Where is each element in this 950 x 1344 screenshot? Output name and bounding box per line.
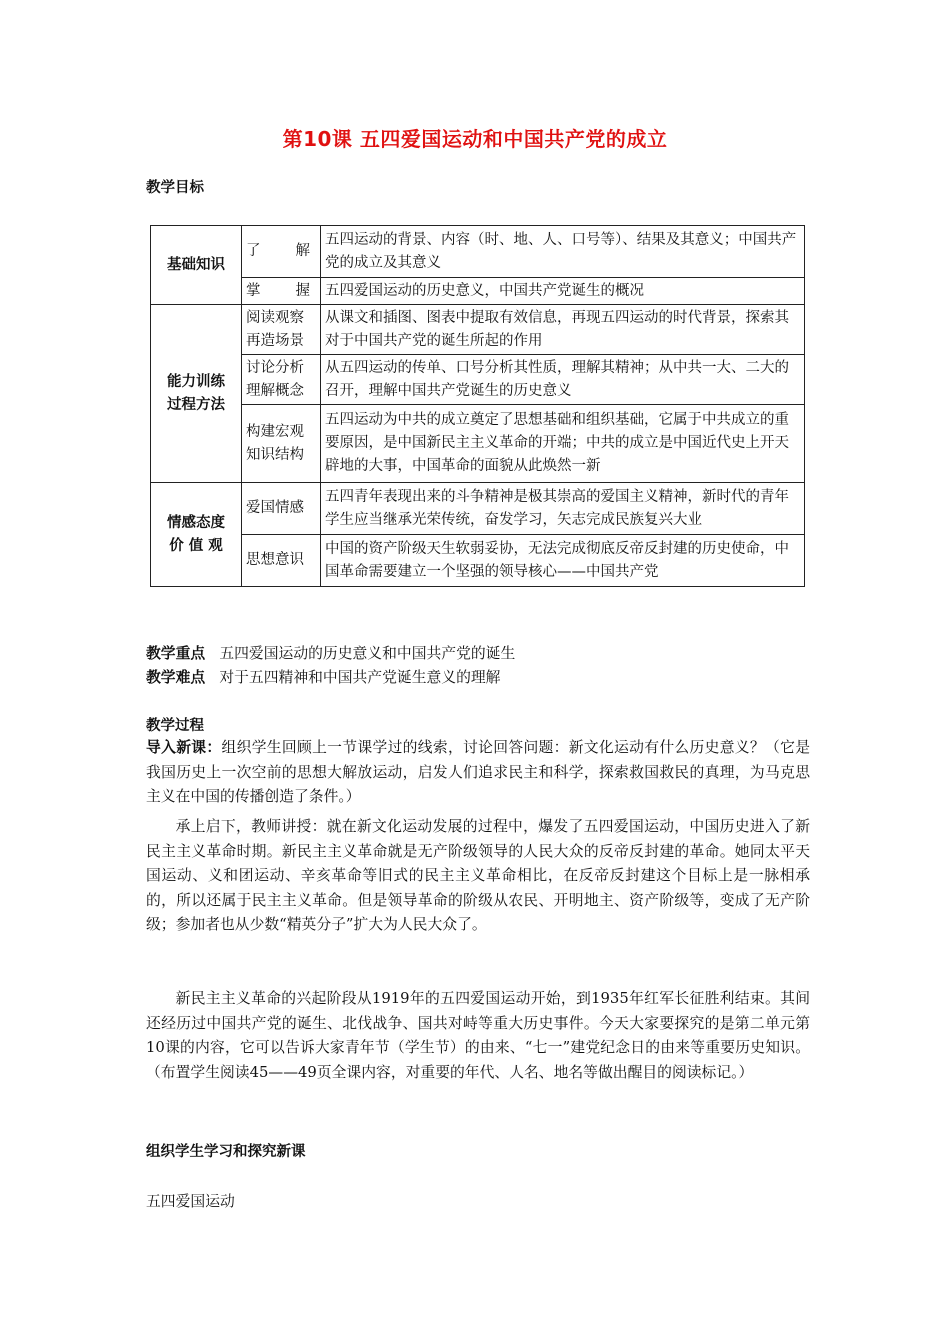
key-point-label: 教学重点: [146, 645, 206, 662]
page-title: 第10课 五四爱国运动和中国共产党的成立: [282, 127, 668, 151]
intro-paragraph: [146, 736, 810, 810]
intro-label: 导入新课：: [146, 739, 222, 756]
difficulty-line: [146, 666, 500, 687]
difficulty-text: 对于五四精神和中国共产党诞生意义的理解: [219, 669, 501, 686]
description-cell: 五四运动的背景、内容（时、地、人、口号等）、结果及其意义；中国共产党的成立及其意义: [321, 226, 805, 278]
description-cell: 五四青年表现出来的斗争精神是极其崇高的爱国主义精神，新时代的青年学生应当继承光荣传统，奋发学习，矢志完成民族复兴大业: [321, 483, 805, 535]
table-row: [151, 226, 805, 278]
sub-label: 构建宏观知识结构: [242, 405, 321, 483]
description-cell: 五四爱国运动的历史意义，中国共产党诞生的概况: [321, 278, 805, 305]
category-basic-knowledge: 基础知识: [151, 226, 242, 305]
description-cell: 中国的资产阶级天生软弱妥协，无法完成彻底反帝反封建的历史使命，中国革命需要建立一个坚强的领导核心——中国共产党: [321, 535, 805, 587]
description-cell: 五四运动为中共的成立奠定了思想基础和组织基础，它属于中共成立的重要原因，是中国新民主主义革命的开端；中共的成立是中国近代史上开天辟地的大事，中国革命的面貌从此焕然一新: [321, 405, 805, 483]
subsection-title: 五四爱国运动: [146, 1193, 235, 1210]
key-point-text: 五四爱国运动的历史意义和中国共产党的诞生: [219, 645, 516, 662]
table-row: [151, 355, 805, 405]
sub-label: 讨论分析理解概念: [242, 355, 321, 405]
description-cell: 从课文和插图、图表中提取有效信息，再现五四运动的时代背景，探索其对于中国共产党的诞生所起的作用: [321, 305, 805, 355]
paragraph-2: 新民主主义革命的兴起阶段从1919年的五四爱国运动开始，到1935年红军长征胜利结束。其间还经历过中国共产党的诞生、北伐战争、国共对峙等重大历史事件。今天大家要探究的是第二单元第10课的内容，它可以告诉大家青年节（学生节）的由来、“七一”建党纪念日的由来等重要历史知识。（布置学生阅读45——49页全课内容，对重要的年代、人名、地名等做出醒目的阅读标记。）: [146, 990, 810, 1081]
paragraph-1: 承上启下，教师讲授：就在新文化运动发展的过程中，爆发了五四爱国运动，中国历史进入了新民主主义革命时期。新民主主义革命就是无产阶级领导的人民大众的反帝反封建的革命。她同太平天国运动、义和团运动、辛亥革命等旧式的民主主义革命相比，在反帝反封建这个目标上是一脉相承的，所以还属于民主主义革命。但是领导革命的阶级从农民、开明地主、资产阶级等，变成了无产阶级；参加者也从少数“精英分子”扩大为人民大众了。: [146, 818, 810, 933]
process-heading: 教学过程: [146, 718, 204, 734]
table-row: [151, 405, 805, 483]
category-ability-training: 能力训练 过程方法: [151, 305, 242, 483]
section-heading: 组织学生学习和探究新课: [146, 1144, 306, 1160]
table-row: [151, 305, 805, 355]
difficulty-label: 教学难点: [146, 669, 206, 686]
intro-text: 组织学生回顾上一节课学过的线索，讨论回答问题：新文化运动有什么历史意义？（它是我国历史上一次空前的思想大解放运动，启发人们追求民主和科学，探索救国救民的真理，为马克思主义在中国的传播创造了条件。）: [146, 739, 810, 805]
description-cell: 从五四运动的传单、口号分析其性质，理解其精神；从中共一大、二大的召开，理解中国共产党诞生的历史意义: [321, 355, 805, 405]
table-row: [151, 278, 805, 305]
table-row: [151, 535, 805, 587]
objectives-heading: 教学目标: [146, 180, 204, 196]
key-point-line: [146, 642, 515, 663]
sub-label: 爱国情感: [242, 483, 321, 535]
category-emotion-values: 情感态度 价 值 观: [151, 483, 242, 587]
table-row: [151, 483, 805, 535]
sub-label: 思想意识: [242, 535, 321, 587]
objectives-table: [150, 225, 805, 587]
sub-label: 掌 握: [242, 278, 321, 305]
sub-label: 阅读观察再造场景: [242, 305, 321, 355]
sub-label: 了 解: [242, 226, 321, 278]
